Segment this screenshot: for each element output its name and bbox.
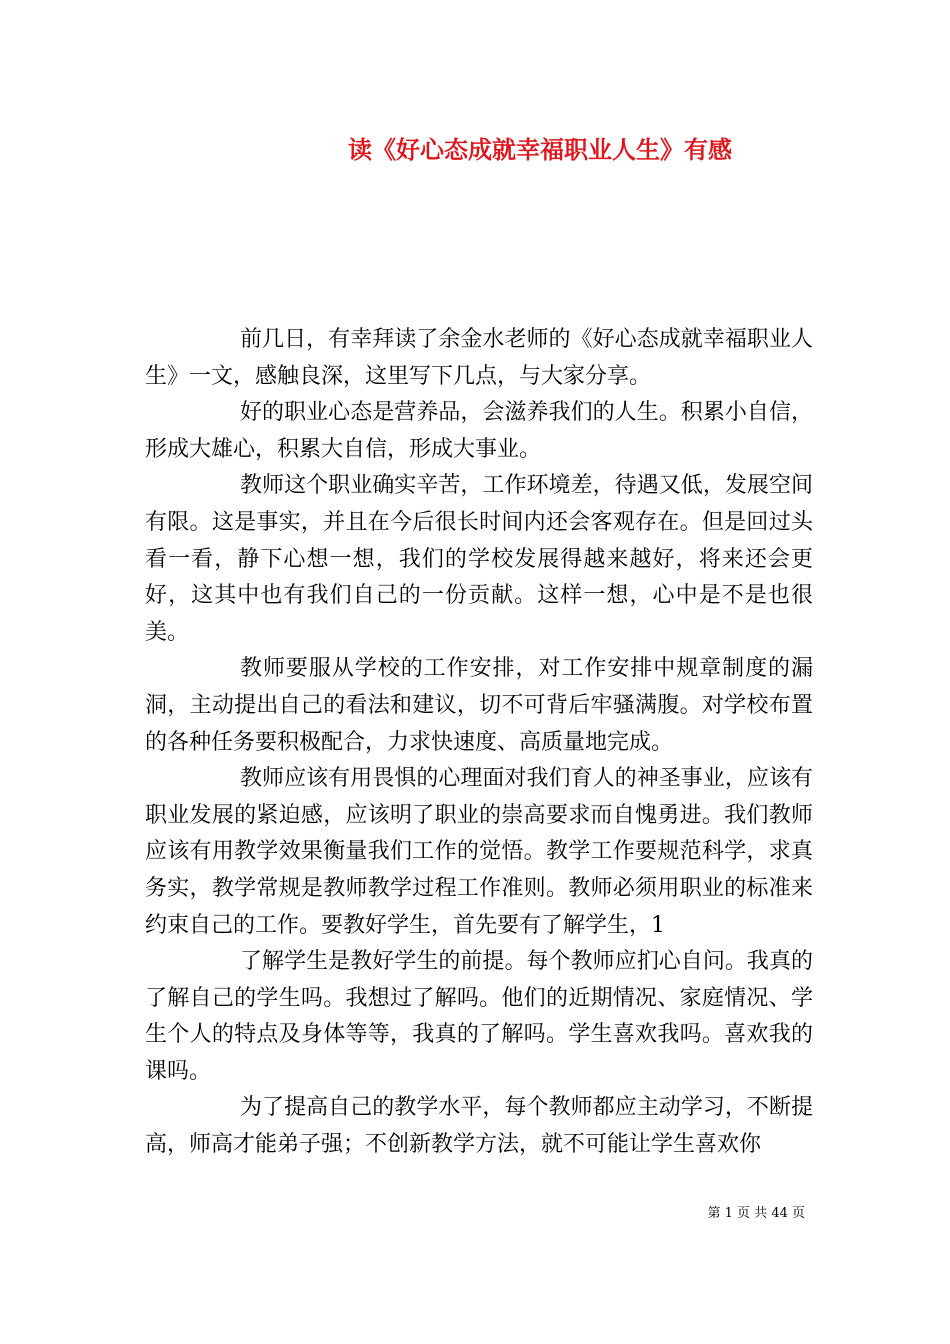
paragraph: 好的职业心态是营养品，会滋养我们的人生。积累小自信，形成大雄心，积累大自信，形成大事业。 xyxy=(145,400,813,462)
article-body xyxy=(145,322,813,1164)
paragraph: 前几日，有幸拜读了余金水老师的《好心态成就幸福职业人生》一文，感触良深，这里写下几点，与大家分享。 xyxy=(145,327,813,389)
paragraph: 教师应该有用畏惧的心理面对我们育人的神圣事业，应该有职业发展的紧迫感，应该明了职业的崇高要求而自愧勇进。我们教师应该有用教学效果衡量我们工作的觉悟。教学工作要规范科学，求真务实，教学常规是教师教学过程工作准则。教师必须用职业的标准来约束自己的工作。要教好学生，首先要有了解学生，1 xyxy=(145,766,813,938)
paragraph: 教师这个职业确实辛苦，工作环境差，待遇又低，发展空间有限。这是事实，并且在今后很长时间内还会客观存在。但是回过头看一看，静下心想一想，我们的学校发展得越来越好，将来还会更好，这其中也有我们自己的一份贡献。这样一想，心中是不是也很美。 xyxy=(145,473,813,645)
paragraph: 了解学生是教好学生的前提。每个教师应扪心自问。我真的了解自己的学生吗。我想过了解吗。他们的近期情况、家庭情况、学生个人的特点及身体等等，我真的了解吗。学生喜欢我吗。喜欢我的课吗。 xyxy=(145,949,813,1084)
page-title: 读《好心态成就幸福职业人生》有感 xyxy=(348,135,732,164)
paragraph: 为了提高自己的教学水平，每个教师都应主动学习，不断提高，师高才能弟子强；不创新教学方法，就不可能让学生喜欢你 xyxy=(145,1095,813,1158)
paragraph: 教师要服从学校的工作安排，对工作安排中规章制度的漏洞，主动提出自己的看法和建议，切不可背后牢骚满腹。对学校布置的各种任务要积极配合，力求快速度、高质量地完成。 xyxy=(145,656,813,755)
page-number: 第 1 页 共 44 页 xyxy=(707,1206,805,1221)
